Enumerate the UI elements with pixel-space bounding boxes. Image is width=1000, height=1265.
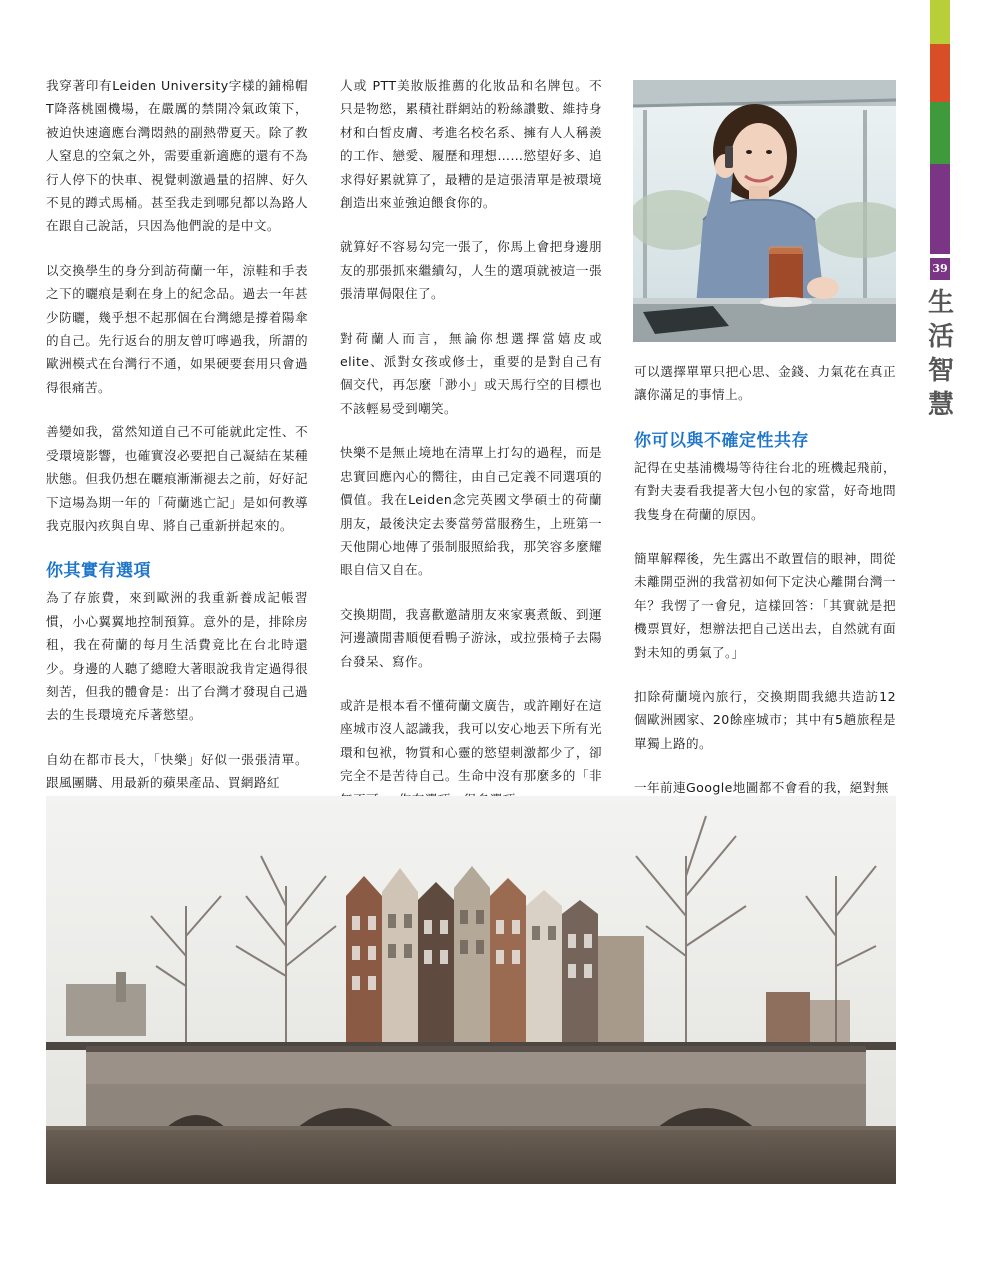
article-column-2 [340, 74, 602, 832]
paragraph: 自幼在都市長大，「快樂」好似一張張清單。跟風團購、用最新的蘋果產品、買網路紅 [46, 751, 308, 791]
section-tab-lime [930, 0, 950, 44]
photo-amsterdam-canal [46, 796, 896, 1184]
photo-canal-illustration [46, 796, 896, 1184]
section-tab-orange [930, 44, 950, 102]
section-tab-purple [930, 164, 950, 254]
section-title-char: 智 [927, 356, 954, 386]
paragraph: 人或 PTT美妝版推薦的化妝品和名牌包。不只是物慾，累積社群網站的粉絲讚數、維持身材和白皙皮膚、考進名校名系、擁有人人稱羨的工作、戀愛、履歷和理想……慾望好多、追求得好累就算了，最糟的是這張清單是被環境創造出來並強迫餵食你的。 [340, 78, 602, 211]
paragraph: 或許是根本看不懂荷蘭文廣告，或許剛好在這座城市沒人認識我，我可以安心地丟下所有光環和包袱，物質和心靈的慾望刺激都少了，卻完全不是苦待自己。生命中沒有那麼多的「非 [340, 697, 602, 784]
article-column-3 [634, 360, 896, 821]
article-column-1 [46, 74, 308, 816]
paragraph: 一年前連Google地圖都不會看的我，絕對無 [634, 780, 889, 796]
subheading: 你可以與不確定性共存 [634, 430, 809, 451]
paragraph: 交換期間，我喜歡邀請朋友來家裏煮飯、到運河邊讀閒書順便看鴨子游泳，或拉張椅子去陽台發呆、寫作。 [340, 606, 602, 669]
paragraph: 善變如我，當然知道自己不可能就此定性、不受環境影響，也確實沒必要把自己凝結在某種狀態。但我仍想在曬痕漸漸褪去之前，好好記下這場為期一年的「荷蘭逃亡記」是如何教導我克服內疚與自卑、將自己重新拼起來的。 [46, 424, 308, 533]
paragraph: 扣除荷蘭境內旅行，交換期間我總共造訪12個歐洲國家、20餘座城市；其中有5趟旅程是單獨上路的。 [634, 689, 896, 751]
photo-woman-illustration [633, 80, 896, 342]
section-title-char: 生 [927, 288, 954, 318]
paragraph: 可以選擇單單只把心思、金錢、力氣花在真正讓你滿足的事情上。 [634, 364, 896, 403]
section-title-char: 慧 [927, 390, 954, 420]
paragraph: 就算好不容易勾完一張了，你馬上會把身邊朋友的那張抓來繼續勾，人生的選項就被這一張張清單侷限住了。 [340, 239, 602, 302]
section-title [926, 286, 956, 422]
paragraph: 簡單解釋後，先生露出不敢置信的眼神，問從未離開亞洲的我當初如何下定決心離開台灣一年？我愣了一會兒，這樣回答：「其實就是把機票買好，想辦法把自己送出去，自然就有面對未知的勇氣了。」 [634, 551, 896, 660]
subheading: 你其實有選項 [46, 561, 151, 582]
photo-woman-on-phone [633, 80, 896, 342]
paragraph: 記得在史基浦機場等待往台北的班機起飛前，有對夫妻看我提著大包小包的家當，好奇地問我隻身在荷蘭的原因。 [634, 459, 896, 522]
section-tab-green [930, 102, 950, 164]
page-number: 39 [930, 258, 950, 280]
paragraph: 我穿著印有Leiden University字樣的鋪棉帽T降落桃園機場，在嚴厲的禁開冷氣政策下，被迫快速適應台灣悶熱的副熱帶夏天。除了教人窒息的空氣之外，需要重新適應的還有不為行人停下的快車、視覺刺激過量的招牌、好久不見的蹲式馬桶。甚至我走到哪兒都以為路人在跟自己說話，只因為他們說的是中文。 [46, 78, 308, 234]
paragraph: 以交換學生的身分到訪荷蘭一年，涼鞋和手表之下的曬痕是剩在身上的紀念品。過去一年甚少防曬，幾乎想不起那個在台灣總是撐着陽傘的自己。先行返台的朋友曾叮嚀過我，所謂的歐洲模式在台灣行不通，如果硬要套用只會過得很痛苦。 [46, 262, 308, 395]
paragraph: 為了存旅費，來到歐洲的我重新養成記帳習慣，小心翼翼地控制預算。意外的是，排除房租，我在荷蘭的每月生活費竟比在台北時還少。身邊的人聽了總瞪大著眼說我肯定過得很刻苦，但我的體會是：出了台灣才發現自己過去的生長環境充斥著慾望。 [46, 590, 308, 723]
paragraph: 對荷蘭人而言，無論你想選擇當嬉皮或elite、派對女孩或修士，重要的是對自己有個交代，再怎麼「渺小」或天馬行空的目標也不該輕易受到嘲笑。 [340, 330, 602, 416]
paragraph: 快樂不是無止境地在清單上打勾的過程，而是忠實回應內心的嚮往，由自己定義不同選項的價值。我在Leiden念完英國文學碩士的荷蘭朋友，最後決定去麥當勞當服務生，上班第一天他開心地傳了張制服照給我，那笑容多麼耀眼自信又自在。 [340, 445, 602, 578]
section-title-char: 活 [927, 322, 954, 352]
